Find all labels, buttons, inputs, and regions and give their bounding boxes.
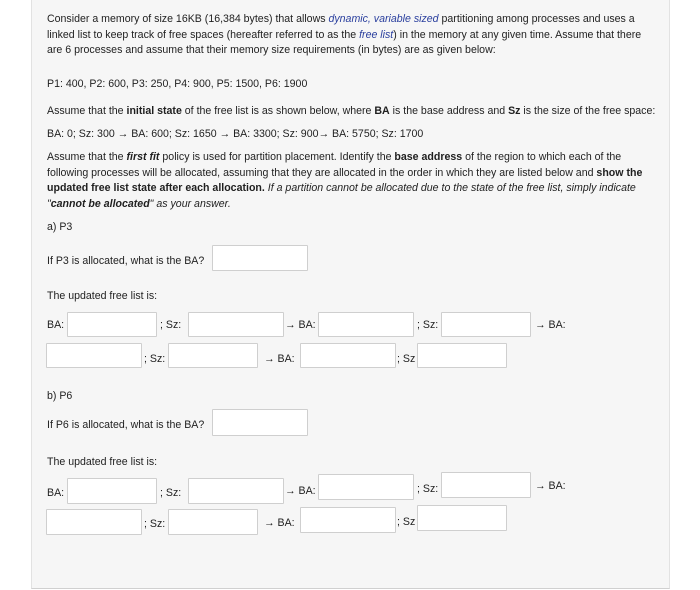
policy-paragraph: Assume that the first fit policy is used for partition placement. Identify the base address of the region to which each of the following processes will be allocated, assuming that they are allocated in the order in which they are listed below and show the updated free list state after each allocation. If a partition cannot be allocated due to the state of the free list, simply indicate "cannot be allocated" as your answer. <box>47 151 643 210</box>
part-a-arrow-ba-label-3: → BA: <box>535 319 566 331</box>
part-b-sz-label-1: ; Sz: <box>160 487 182 499</box>
part-a-sz-label-4: ; Sz <box>397 353 416 365</box>
part-a-ba-label-1: BA: <box>47 319 65 331</box>
part-a-ba-input-4[interactable] <box>300 343 396 368</box>
part-b-question: If P6 is allocated, what is the BA? <box>47 419 205 431</box>
part-b-ba-answer[interactable] <box>212 409 308 436</box>
part-a-arrow-ba-label-2: → BA: <box>285 319 316 331</box>
part-a-title: a) P3 <box>47 221 73 233</box>
part-a-ba-input-2[interactable] <box>318 312 414 337</box>
part-b-sz-label-3: ; Sz: <box>144 518 166 530</box>
part-b-sz-input-1[interactable] <box>188 478 284 504</box>
part-a-sz-input-2[interactable] <box>441 312 531 337</box>
part-a-ba-input-3[interactable] <box>46 343 142 368</box>
part-b-sz-label-2: ; Sz: <box>417 483 439 495</box>
part-b-ba-label-1: BA: <box>47 487 65 499</box>
part-a-updated-label: The updated free list is: <box>47 290 158 302</box>
intro-paragraph: Consider a memory of size 16KB (16,384 bytes) that allows dynamic, variable sized partitioning among processes and uses a linked list to keep track of free spaces (hereafter referred to as the free list) in the memory at any given time. Assume that there are 6 processes and assume that their memory size requirements (in bytes) are as given below: <box>47 13 642 56</box>
part-b-ba-input-3[interactable] <box>46 509 142 535</box>
part-b-title: b) P6 <box>47 390 73 402</box>
initial-state-text: Assume that the initial state of the free list is as shown below, where BA is the base address and Sz is the size of the free space: <box>47 105 656 117</box>
part-a-sz-input-4[interactable] <box>417 343 507 368</box>
part-a-sz-label-3: ; Sz: <box>144 353 166 365</box>
part-b-updated-label: The updated free list is: <box>47 456 158 468</box>
part-b-arrow-ba-label-3: → BA: <box>535 480 566 492</box>
part-b-arrow-ba-label-4: → BA: <box>264 517 295 529</box>
part-a-sz-label-1: ; Sz: <box>160 319 182 331</box>
part-a-ba-answer[interactable] <box>212 245 308 271</box>
part-a-sz-label-2: ; Sz: <box>417 319 439 331</box>
part-b-sz-input-4[interactable] <box>417 505 507 531</box>
part-b-arrow-ba-label-2: → BA: <box>285 485 316 497</box>
part-a-ba-input-1[interactable] <box>67 312 157 337</box>
process-sizes: P1: 400, P2: 600, P3: 250, P4: 900, P5: 1500, P6: 1900 <box>47 78 308 90</box>
part-a-sz-input-1[interactable] <box>188 312 284 337</box>
part-b-sz-label-4: ; Sz <box>397 516 416 528</box>
initial-free-list: BA: 0; Sz: 300 → BA: 600; Sz: 1650 → BA: 3300; Sz: 900→ BA: 5750; Sz: 1700 <box>47 128 424 140</box>
part-b-sz-input-3[interactable] <box>168 509 258 535</box>
part-b-sz-input-2[interactable] <box>441 472 531 498</box>
part-b-ba-input-4[interactable] <box>300 507 396 533</box>
part-a-arrow-ba-label-4: → BA: <box>264 353 295 365</box>
part-a-sz-input-3[interactable] <box>168 343 258 368</box>
part-b-ba-input-2[interactable] <box>318 474 414 500</box>
part-b-ba-input-1[interactable] <box>67 478 157 504</box>
part-a-question: If P3 is allocated, what is the BA? <box>47 255 205 267</box>
